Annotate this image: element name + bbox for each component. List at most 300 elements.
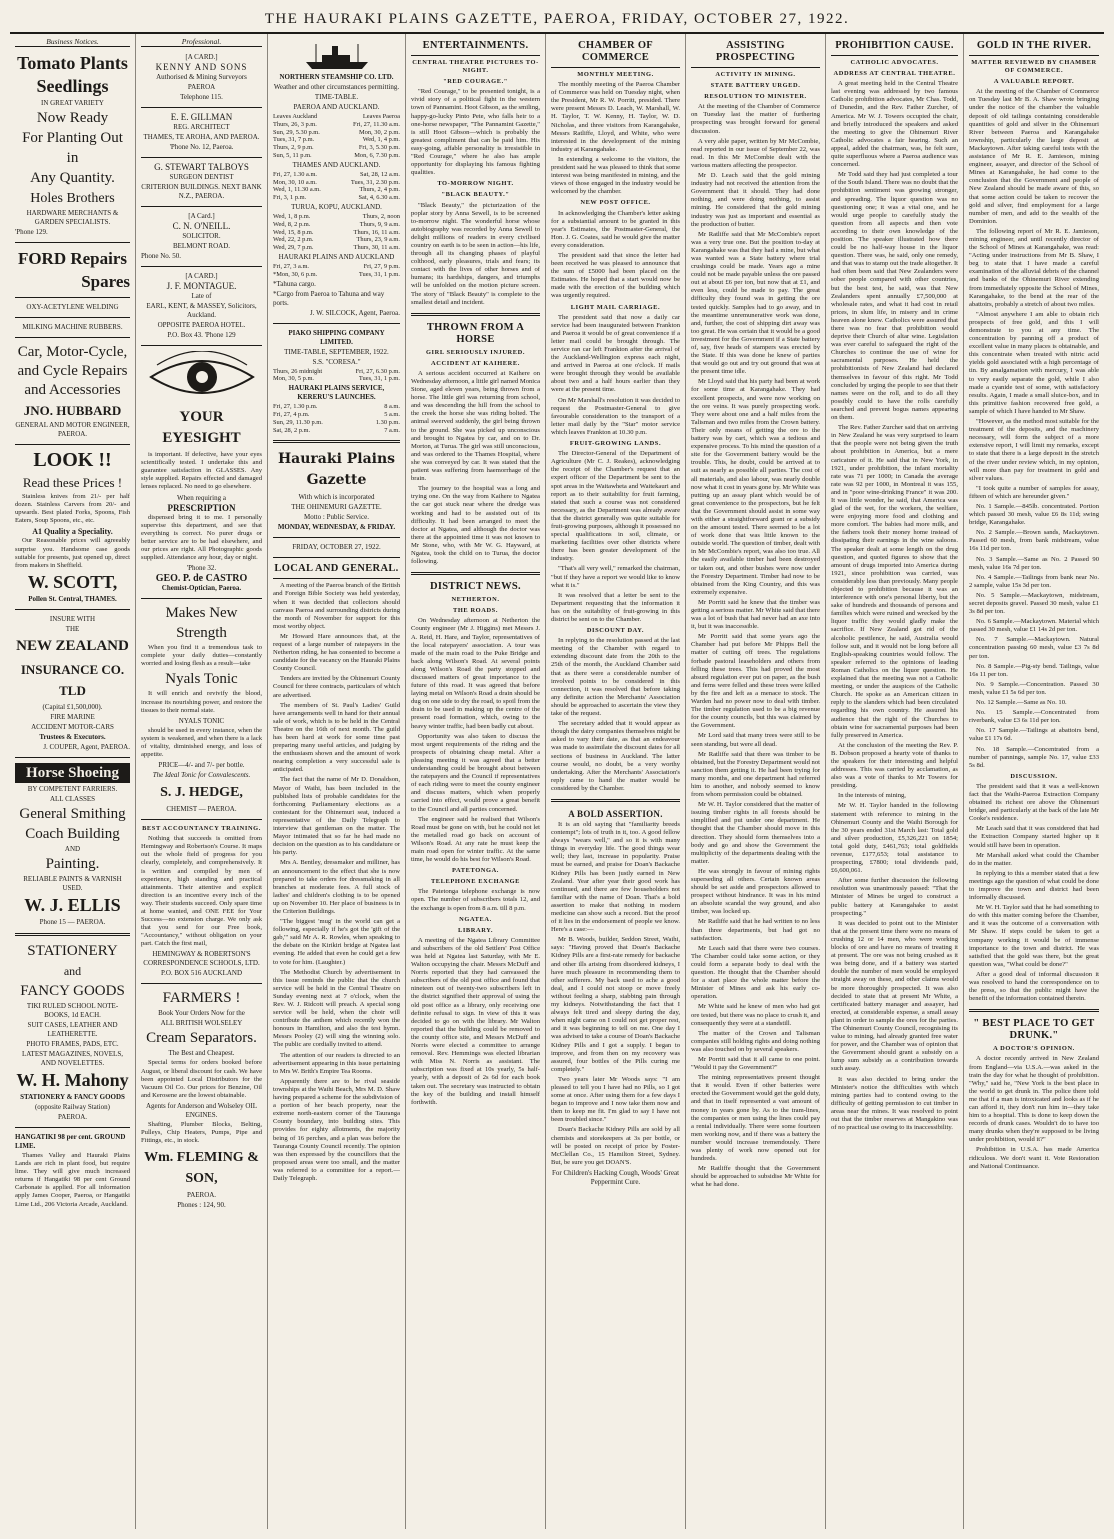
ad-advertiser: Wm. FLEMING & SON, [144, 1150, 259, 1187]
paragraph: No. 8 Sample.—Pig-sty bend. Tailings, value 16s 11 per ton. [969, 662, 1099, 678]
paragraph: Tenders are invited by the Ohinemuri County Council for three contracts, particulars of which are advertised. [273, 675, 400, 699]
timetable-row [273, 221, 400, 229]
ad-headline: LOOK !! [33, 449, 112, 472]
paragraph: He was strongly in favour of mining rights superseding all others. Certain known areas should be set aside and prospectors allowed to prospect without hindrance. It was in his mind an absolute scandal the way ground, and also timber, was locked up. [691, 867, 820, 916]
paragraph: At the meeting of the Chamber of Commerce on Tuesday last the matter of furthering prospecting was brought forward for general discussion. [691, 103, 820, 135]
ad-text: ALL CLASSES [49, 794, 96, 803]
ad-text: Nothing that succeeds is omitted from Hemingway and Robertson's Course. It maps out the whole field of progress for you clearly, completely, and comprehensively. It is written and compiled by men of experience, high standing and practical attainments. Their attentive and explicit direction is an incentive every inch of the way. Their students succeed. Only spare time at home wanted, and ONE FEE for Your Success—no extension charge. We only ask that you send for our Free book, "Accountancy," without obligation on your part. Catch the first mail, [141, 835, 262, 948]
ad-farmers [141, 989, 262, 1210]
timetable-row [273, 144, 400, 152]
ad-text: When requiring a [177, 493, 226, 502]
paragraph: "Almost anywhere I am able to obtain rich prospects of free gold, and this I will demonstrate to you at any time. The concentration by panning off a product of excellent value in many places is obtainable, and this concentrate when treated with nitric acid yields gold associated with a high percentage of tin. By amalgamation with mercury, I was able to very easily separate the gold, while I also made a cyanide test of some, with satisfactory results. Again, I made a small sluice-box, and in this primitive fashion recovered free gold, a sample of which I have handed to Mr Shaw. [969, 310, 1099, 415]
paragraph: "That's all very well," remarked the chairman, "but if they have a report we would like to know what it is." [551, 565, 680, 589]
paragraph: The Rev. Father Zurcher said that on arriving in New Zealand he was very surprised to learn that the people were not being given the truth about prohibition in America, but a mere caricature of it. He said that in New York, in 1921, under prohibition, the infant mortality rate was 71 per 1000; in Canada the average rate was 92 per 1000, in Montreal it was 155, and in "poor wine-drinking France" it was 200. It was little wonder, he said, that America was glad of the wet, for the workers, the welfare, were enjoying more food and clothing and more comfort. The babies had more milk, and the fathers took their money home instead of dissipating their earnings in the wine saloons. The speaker dealt at some length on the drug question, and quoted figures to show that the amount of drugs imported into America during 1921, since prohibition was carried, was considerably less than previously. Many people objected to prohibition because it was an interference with one's personal liberty, but the sake of hundreds and thousands of persons and families which were ruined and wrecked by the liquor traffic they would gladly make the sacrifice. If New Zealand got rid of the alcoholic pestilence, he said, Australia would follow suit, and it would not be long before all English-speaking countries would follow. The speaker referred to the opinions of leading Roman Catholics on the liquor question. He explained that the meeting was not a Catholic meeting, or under the auspices of the Catholic Church. He spoke as an American citizen in reply to the slanders which had been circulated regarding his own country. He assured his audience that the right of the Churches to obtain wine for sacramental purposes had been fully preserved in America. [831, 424, 958, 739]
ad-text: Pollen St. Central, THAMES. [28, 594, 117, 603]
card-text: OPPOSITE PAEROA HOTEL. [157, 321, 246, 330]
ad-stationery [15, 942, 130, 1209]
ad-text: Now Ready [36, 110, 109, 127]
timetable-row [273, 179, 400, 187]
column-prohibition [826, 34, 964, 1529]
ad-text: Book Your Orders Now for the [158, 1009, 245, 1018]
ad-text: General Smithing [19, 805, 126, 822]
paragraph: No. 3 Sample.—Same as No. 2 Passed 90 mesh, value 16s 7d per ton. [969, 555, 1099, 571]
paragraph: "Black Beauty," the picturization of the poplar story by Anna Sewell, is to be screened to-morrow night. The wonderful horse whose autobiography was recorded by Anna Sewell to delight millions of readers in every civilised country on earth is to be seen in action—his life, through all its changing phases of playful colthood, early pleasures, trials and fears; its contact with the lives of other horses and of humans; its hardships, dangers, and triumphs will be unfolded on the motion picture screen. The story of "Black Beauty" is complete to the smallest detail and incident. [411, 201, 540, 306]
timetable-header: Leaves Paeroa [362, 113, 400, 120]
ad-headline: INSURANCE CO. TLD [20, 661, 125, 698]
paragraph: Mr Ratliffe said that there was timber to be obtained, but the Forestry Department would not sanction them getting it. He had been trying for many months, and one department had referred him to another, and nobody seemed to know from whom permission could be obtained. [691, 750, 820, 799]
ad-text: Chemist-Optician, Paeroa. [161, 584, 242, 593]
article-body [551, 821, 680, 1167]
card-text: REG. ARCHITECT [173, 123, 230, 132]
paragraph: Mr D. Leach said that the gold mining industry had not received the attention from the Government that it should. They had done nothing, and were doing nothing, to assist mining. He considered that the gold mining industry was just as important and essential as the production of butter. [691, 172, 820, 228]
article-subhead: "RED COURAGE." [443, 78, 508, 86]
ad-ford-repairs [15, 248, 130, 439]
paragraph: The members of St. Paul's Ladies' Guild have arrangements well in hand for their annual sale of work, which is to be held in the Central Theatre on the 16th of next month. The guild has been hard at work for some time past preparing many useful articles, and judging by the enthusiasm shown and the amount of work nearing completion a very successful sale is anticipated. [273, 701, 400, 774]
article-subhead: RESOLUTION TO MINISTER. [704, 93, 807, 101]
timetable-cell: Mon, 6, 7.30 p.m. [354, 151, 400, 159]
paragraph: Mr Howard Hare announces that, at the request of a large number of ratepayers in the Netherton riding, he has consented to become a candidate for the vacancy on the Hauraki Plains County Council. [273, 632, 400, 673]
ad-text: NYALS TONIC [178, 716, 225, 725]
ad-text: is important. If defective, have your eyes scientifically tested. I undertake this and guarantee satisfaction in GLASSES. Any style supplied. Repairs effected and damaged lenses replaced. No need to go elsewhere. [141, 451, 262, 491]
paragraph: A doctor recently arrived in New Zealand from England—via U.S.A.—was asked in the train the day for what he thought of prohibition. "Why," said he, "New York is the best place in the world to get drunk in. The police there told me that if a man is intoxicated and looks as if he can afford it, they don't run him in—they take him to a hospital. This is done to keep down the records of drunk cases. Wouldn't do to have too many drunks when they're supposed to be living under prohibition, would it?" [969, 1055, 1099, 1144]
paragraph: Mr White said he knew of men who had got ore tested, but there was no place to crush it, and consequently they were at a standstill. [691, 1003, 820, 1027]
article-subhead: ACCIDENT AT KAIHERE. [431, 359, 520, 367]
timetable-cell: Thurs, 23, 9 a.m. [356, 236, 400, 244]
paragraph: It was resolved that a letter be sent to the Department requesting that the information it has on the suitability of fruit-growing in this district be sent on to the Chamber. [551, 591, 680, 623]
ad-text: Stainless knives from 21/- per half dozen. Stainless Carvers from 20/- and upwards. Best plated Forks, Spoons, Fish Eaters, Soup Spoons, etc., etc. [15, 493, 130, 525]
card-text: THAMES, TE AROHA, AND PAEROA. [143, 133, 260, 142]
timetable-cell: Fri, 27, 3 a.m. [273, 262, 310, 270]
paragraph: The fact that the name of Mr D. Donaldson, Mayor of Waihi, has been included in the published lists of probable candidates for the forthcoming Parliamentary elections as a contestant for the Ohinemuri seat, induced a representative of the Daily Telegraph to interview that gentleman on the matter. The Mayor intimated that so far he had made no decision on the question as to his candidature or his party. [273, 776, 400, 857]
ad-text: RELIABLE PAINTS & VARNISH USED. [23, 874, 122, 892]
ad-text: in [66, 150, 79, 167]
paragraph: No. 9 Sample.—Concentration. Passed 30 mesh, value £1 5s 6d per ton. [969, 680, 1099, 696]
ad-text: PAEROA. [186, 1191, 217, 1200]
card-text: [A CARD.] [185, 272, 218, 281]
ad-text: The Ideal Tonic for Convalescents. [152, 771, 251, 780]
card-text: P.O. Box 43. 'Phone 129 [167, 331, 236, 340]
timetable-cell: Thurs, 26 midnight [273, 367, 323, 375]
ad-headline: Strength [176, 625, 227, 642]
timetable-row [273, 375, 400, 383]
ad-text: ALL BRITISH WOLSELEY [160, 1019, 243, 1028]
paragraph: "The biggest 'mug' in the world can get a following, especially if he's got the 'gift of the gab,'" said Mr A. R. Rowles, when speaking to the debate on the Kirikiri bridge at Ngatea last evening. He added that even he could get a few to vote for him. (Laughter.) [273, 918, 400, 966]
article-headline: PROHIBITION CAUSE. [835, 40, 954, 51]
timetable-cell: Fri, 27, 11.30 a.m. [353, 120, 400, 128]
article-body [411, 617, 540, 864]
paragraph: Doan's Backache Kidney Pills are sold by all chemists and storekeepers at 3s per bottle, or will be posted on receipt of price by Foster-McClellan Co., 15 Hamilton Street, Sydney. But, be sure you get DOAN'S. [551, 1126, 680, 1166]
ad-headline: Spares [81, 272, 130, 292]
gazette-date: FRIDAY, OCTOBER 27, 1922. [292, 543, 381, 552]
column-assisting-prospecting [686, 34, 826, 1529]
ad-text: TIKI RULED SCHOOL NOTE-BOOKS, 1d EACH. [26, 1001, 119, 1019]
ad-text: IN GREAT VARIETY [40, 99, 104, 108]
card-talboys [141, 163, 262, 201]
article-body [969, 1055, 1099, 1170]
ad-advertiser: S. J. HEDGE, [160, 785, 243, 801]
article-body [691, 103, 820, 1189]
paragraph: "I took quite a number of samples for assay, fifteen of which are hereunder given." [969, 484, 1099, 500]
section-title: Professional. [141, 38, 262, 47]
card-text: Telephone 115. [180, 93, 223, 102]
ad-advertiser: W. H. Mahony [16, 1069, 129, 1090]
article-body [969, 88, 1099, 770]
vessel-name: S.S. "CORESA." [312, 357, 361, 366]
ad-tomato-plants [15, 53, 130, 237]
article-headline: THROWN FROM A HORSE [426, 321, 525, 345]
ad-headline: Tomato Plants [17, 53, 128, 74]
ad-text: Special terms for orders booked before August, or liberal discount for cash. We have been appointed Local Distributors for the Vacuum Oil Co. Our prices for Benzine, Oil and Kerosene are the lowest obtainable. [141, 1059, 262, 1099]
shipping-note: Weather and other circumstances permitting. [273, 83, 400, 91]
route-title: THAMES AND AUCKLAND. [292, 160, 381, 169]
ad-eyesight [141, 351, 262, 593]
ad-text: Coach Building [25, 825, 120, 842]
timetable-row [273, 419, 400, 427]
timetable-cell: Wed, 1, 4 p.m. [362, 136, 400, 144]
paragraph: Mr Porritt said that it all came to one point. "Would it pay the Government?" [691, 1055, 820, 1072]
timetable-row [273, 171, 400, 179]
paragraph: After a good deal of informal discussion it was resolved to hand the correspondence on to the press, so that the public might have the benefit of the information contained therein. [969, 970, 1099, 1003]
card-text: BELMONT ROAD. [172, 242, 231, 251]
ad-text: When you find it a tremendous task to complete your daily duties—constantly worried and losing flesh as a result—take [141, 644, 262, 668]
paragraph: Mr Ratliffe said that Mr McCombie's report was a very true one. But the position to-day at Karangahake was that they had a mine, but what was wanted was a State battery where trial crushings could be made. Years ago a mine could not be made payable unless the ore passed out at about £6 per ton, but now that at £1, and even less, could be made to pay. The great difficulty they found was in getting the ore tested quickly. Samples had to go away, and in the meantime unremunerative work was done, and, further, the cost of shipping dirt away was too great. He was certain that it would be a good investment for the Government if a State battery of, say, five heads of stampers was erected by the State. If this was done he knew of parties that would go out and try out ground that was at the present time idle. [691, 230, 820, 376]
paragraph: Mr Ratliffe thought that the Government should be approached to subsidise Mr White for what he had done. [691, 1165, 820, 1189]
paragraph: On Mr Marshall's resolution it was decided to request the Postmaster-General to give favourable consideration to the transport of a letter mail daily by the "Star" motor service which leaves Frankton at 10.30 p.m. [551, 396, 680, 436]
card-text: [A Card.] [188, 212, 215, 221]
ad-text: Thames Valley and Hauraki Plains Lands are rich in plant food, but require lime. They will give much increased returns if Hangatiki 98 per cent Ground Carbonate is applied. For all information apply James Cooper, Paeroa, or Hangatiki Lime Ltd., 206 Victoria Arcade, Auckland. [15, 1151, 130, 1208]
timetable-cell: Fri, 27, 4 p.m. [273, 410, 310, 418]
ad-headline: FANCY GOODS [20, 982, 125, 999]
ad-text: and [63, 963, 82, 978]
article-subhead: STATE BATTERY URGED. [710, 82, 801, 90]
shipping-note: *Tahuna cargo. [273, 279, 316, 288]
paragraph: At the conclusion of the meeting the Rev. P. B. Dobson proposed a hearty vote of thanks to the speakers for their interesting and helpful addresses. This was carried by acclamation, as also was a vote of thanks to Mr Towers for presiding. [831, 741, 958, 790]
ad-text: PHOTO FRAMES, PADS, ETC. [26, 1039, 119, 1048]
ad-text: dispensed bring it to me. I personally supervise this department, and see that everything is correct. No purer drugs or better service are to be had elsewhere, and our prices are right. All Photographic goods supplied. Attendance any hour, day or night. [141, 513, 262, 562]
paragraph: Apparently there are to be rival seaside townships at the Waihi Beach, Mrs M. D. Shaw having prepared a scheme for the subdivision of a portion of her beach property, near the extreme north-eastern corner of the Tauranga County boundary, into building sites. This provides for eighty allotments, the majority being of 16 perches, and a plan was before the Tauranga County Council recently. The opinion was then expressed by the councillors that the proposed areas were too small, and the matter was referred to a committee for a report.—Daily Telegraph. [273, 1077, 400, 1182]
gazette-text: Motto : Public Service. [304, 513, 369, 522]
ad-headline: Read these Prices ! [22, 475, 123, 491]
paragraph: The Patetonga telephone exchange is now open. The number of subscribers totals 12, and the exchange is open from 8 a.m. till 8 p.m. [411, 888, 540, 912]
card-montague [141, 272, 262, 340]
card-name: C. N. O'NEILL. [172, 221, 231, 232]
paragraph: Mr Leach said that it was considered that had the Extraction Company started higher up it would still have been in operation. [969, 825, 1099, 849]
paragraph: No. 12 Sample.—Same as No. 10. [976, 699, 1067, 707]
paragraph: No. 6 Sample.—Mackaytown. Material which passed 30 mesh, value £1 14s 2d per ton. [969, 618, 1099, 634]
timetable-cell: 5 a.m. [384, 410, 400, 418]
timetable-cell: Wed, 1, 8 p.m. [273, 212, 311, 220]
article-subhead: CATHOLIC ADVOCATES. [850, 59, 939, 66]
article-headline: GOLD IN THE RIVER. [976, 40, 1092, 51]
ad-text: BY COMPETENT FARRIERS. [27, 784, 118, 793]
paragraph: On Wednesday afternoon at Netherton the County engineer (Mr J. Higgins) met Messrs J. A. Reid, H. Hare, and Taylor, representatives of the local ratepayers' association. A tour was made of the main road to the Puke Bridge and back along Wilson's Road. At several points along Wilson's Road the party stopped and discussed matters of great importance to the future of this road. It was agreed that before laying metal on Wilson's Road a drain should be dug on one side to dry the road, to spoil from the drain to be used in making up the centre of the present road formation, which, owing to the heavy winter traffic, had been badly cut about. [411, 617, 540, 730]
card-text: 'Phone No. 12, Paeroa. [169, 143, 234, 152]
ad-text: Painting. [45, 855, 100, 872]
timetable-cell: Thurs, 26, 3 p.m. [273, 120, 317, 128]
card-name: J. F. MONTAGUE. [166, 281, 237, 292]
paragraph: Mr Todd said they had just completed a tour of the South Island. There was no doubt that the prohibition sentiment was growing stronger, and spreading. The liquor question was no questioning one; it was a vital one, and he would urge people to carefully study the question from all aspects and then vote according to their own knowledge of the position. The speaker illustrated how there could be no half-way house in the liquor question. There was, he said, only one remedy, and that was to stamp out the trade altogether. It had often been said that New Zealanders were sober people compared with other countries, but the best test, he said, was that New Zealanders spent annually £7,500,000 at wholesale rates, and what it had cost in retail prices, in slum life, in misery and in crime heaven alone knew. Catholics were assured that there was no fear that prohibition would deprive their Church of altar wine. Legislation was ever careful to safeguard the right of the Churches to continue the use of wine for sacramental purposes. He held the prohibitionists of New Zealand had declared themselves in favour of this right. Mr Todd concluded by urging the people to see that their names were on the roll, and to do all they possibly could to have the rolls carefully searched and prevent bogus names appearing on them. [831, 171, 958, 422]
shipping-agent: J. W. SILCOCK, Agent, Paeroa. [309, 308, 400, 317]
shipping-company: NORTHERN STEAMSHIP CO. LTD. [279, 73, 394, 81]
timetable-cell: Wed, 15, 8 p.m. [273, 228, 314, 236]
timetable [273, 171, 400, 202]
timetable-row [273, 427, 400, 435]
timetable-row [273, 186, 400, 194]
ad-text: Shafting, Plumber Blocks, Belting, Pulleys, Chip Heaters, Pumps, Pipe and Fittings, etc., in stock. [141, 1120, 262, 1145]
article-body [411, 88, 540, 177]
paragraph: After some further discussion the following resolution was unanimously passed: "That the Minister of Mines be urged to construct a public battery at Karangahake to assist prospecting." [831, 877, 958, 917]
timetable-row [273, 411, 400, 419]
ad-text: THE [65, 624, 80, 633]
card-text: CRITERION BUILDINGS. NEXT BANK N.Z., PAEROA. [141, 183, 262, 201]
timetable [273, 113, 400, 160]
article-headline: LOCAL AND GENERAL. [274, 563, 399, 575]
article-subhead: FRUIT-GROWING LANDS. [569, 440, 662, 448]
ad-advertiser: Holes Brothers [30, 191, 115, 207]
card-text: SOLICITOR. [182, 232, 221, 241]
timetable-cell: Thurs, 16, 11 a.m. [353, 228, 400, 236]
ad-text: AND [64, 844, 81, 853]
paragraph: The president said that since the letter had been received he was pleased to announce that the sum of £5000 had been placed on the Estimates. He hoped that a start would now be made with the erection of the building which was urgently required. [551, 251, 680, 300]
column-entertainments [406, 34, 546, 1529]
article-subhead: LIBRARY. [457, 926, 494, 934]
article-body [411, 888, 540, 912]
paragraph: In extending a welcome to the visitors, the president said he was pleased to think that some interest was being manifested in mining, and the views of those engaged in the industry would be welcomed by the chamber. [551, 155, 680, 196]
ad-nyals-tonic [141, 604, 262, 814]
ad-advertiser: W. J. ELLIS [24, 894, 121, 915]
ad-text: It will enrich and revivify the blood, increase its nourishing power, and restore the tissues to their normal state. [141, 690, 262, 714]
timetable-cell: Wed, 1, 11.30 a.m. [273, 186, 321, 194]
timetable-cell: Thurs, 2, noon [362, 212, 400, 220]
ad-headline: YOUR EYESIGHT [162, 409, 241, 447]
card-kenny [141, 53, 262, 102]
article-subhead: ADDRESS AT CENTRAL THEATRE. [833, 70, 956, 78]
columns [10, 34, 1104, 1529]
timetable [273, 213, 400, 252]
timetable-cell: Tues, 31, 2.30 p.m. [350, 178, 400, 186]
ad-text: HANGATIKI 98 per cent. GROUND LIME. [15, 1132, 126, 1150]
ad-text: Our Reasonable prices will agreeably surprise you. Handsome case goods suitable for presents, just opened up, direct from makers in Sheffield. [15, 537, 130, 569]
shipping-timetable-title: TIME-TABLE. [314, 93, 359, 101]
ad-text: GENERAL AND MOTOR ENGINEER, PAEROA. [15, 421, 130, 439]
card-text: Phone No. 50. [141, 252, 182, 261]
paragraph: Mr Marshall asked what could the Chamber do in the matter. [969, 851, 1099, 867]
ad-text: Trustees & Executors. [39, 732, 106, 741]
article-body [551, 81, 680, 196]
timetable-row [273, 152, 400, 160]
paragraph: The secretary added that it would appear as though the dairy companies themselves might be asked to vary their date, as that an endeavour was made to assimilate the discount dates for all sections of business in Auckland. The latter course would, no doubt, be a very worthy undertaking. After the Merchants' Association's reply came to hand the matter would be considered by the Chamber. [551, 720, 680, 792]
paragraph: Prohibition in U.S.A. has made America ridiculous. We don't want it. Vote Restoration and National Continuance. [969, 1146, 1099, 1170]
timetable-row [273, 271, 400, 279]
paragraph: It is an old saying that "familiarity breeds contempt"; lots of truth in it, too. A good fellow always "wears well," and so it is with many things in everyday life. The good things wear well; they last, increase in popularity. Praise must be earned, and praise for Doan's Backache Kidney Pills has been justly earned in New Zealand. Year after year their good work has continued, and there are few householders not familiar with the name of Doan. That's a bold assertion to make that nothing in modern medicine can show such a record. But the proof of it lies in the endorsement of people we know. Here's a case:— [551, 820, 680, 934]
paragraph: Mr Lord said that many trees were still to be seen standing, but were all dead. [691, 732, 820, 748]
article-subhead: DISCOUNT DAY. [586, 627, 645, 635]
ad-text: Agents for Anderson and Wolseley OIL ENGINES. [145, 1101, 258, 1119]
paragraph: A meeting of the Ngatea Library Committee and subscribers of the old Settlers' Post Office was held at Ngatea last Saturday, with Mr E. Walton occupying the chair. Messrs McDuff and Norris reported that they had canvassed the subscribers of the old post office and found that nineteen out of twenty-two subscribers left in the district signified their approval of using the old post office as a library, only receiving one definite refusal to sign. In view of this it was decided to go on with the library. Mr Walton reported that the building could be removed to the county office site, and Messrs McDuff and Norris were elected a committee to arrange removal. Rev. Hemmings was elected librarian with Miss N. Norris as assistant. The subscription was fixed at 10s yearly, 5s half-yearly, with a deposit of 2s 6d for each book taken out. The secretary was instructed to obtain the key of the building and install himself forthwith. [411, 936, 540, 1106]
timetable-cell: Sat, 4, 6.30 a.m. [358, 194, 400, 202]
card-text: Authorised & Mining Surveyors [156, 73, 247, 82]
ad-headline: Nyals Tonic [165, 671, 238, 688]
timetable-cell: Fri, 27, 9 p.m. [363, 262, 400, 270]
ad-advertiser: J. COUPER, Agent, PAEROA. [43, 742, 130, 751]
ad-headline: Horse Shoeing [15, 763, 130, 783]
timetable-row [273, 121, 400, 129]
ad-headline: Seedlings [36, 76, 109, 97]
article-subhead: GIRL SERIOUSLY INJURED. [425, 348, 526, 356]
timetable-cell: Mon, 30, 10 a.m. [273, 178, 317, 186]
article-body [551, 210, 680, 301]
ad-advertiser: GEO. P. de CASTRO [155, 573, 248, 585]
route-title: TURUA, KOPU, AUCKLAND. [291, 202, 382, 211]
timetable-cell: Fri, 3, 1 p.m. [273, 194, 307, 202]
paragraph: The monthly meeting of the Paeroa Chamber of Commerce was held on Tuesday night, when the President, Mr R. W. Porritt, presided. There were present Messrs D. Leach, W. Marshall, W. H. Taylor, T. W. Kenny, H. Taylor, W. D. Nicholas, and three visitors from Karangahake, Messrs Ratliffe, Lloyd, and White, who were interested in the development of the mining industry at Karangahake. [551, 81, 680, 153]
ad-text: (Capital £1,500,000). [42, 702, 103, 711]
timetable-cell: Sun, 29, 5.30 p.m. [273, 128, 320, 136]
article-body [831, 80, 958, 1132]
gazette-text: THE OHINEMURI GAZETTE. [291, 503, 382, 512]
paragraph: At the meeting of the Chamber of Commerce on Tuesday last Mr B. A. Shaw wrote bringing under the notice of the chamber the valuable deposit of old tailings containing considerable quantities of gold and silver in the Ohinemuri River between Paeroa and Karangahake township, particularly the large deposit at Mackaytown. After taking careful tests with the assistance of Mr R. E. Jamieson, mining engineer, assayer, and director of the School of Mines at Karangahake, he had come to the conclusion that the Government and people of New Zealand should be made aware of this, so that some action could be taken to recover the gold and silver, find employment for a large number of men, and add to the wealth of the Dominion. [969, 88, 1099, 225]
timetable-cell: *Mon, 30, 6 p.m. [273, 270, 318, 278]
ad-text: ACCIDENT MOTOR-CARS [31, 722, 114, 731]
ad-text: Phone 15 — PAEROA. [39, 917, 106, 926]
card-name: KENNY AND SONS [155, 62, 248, 73]
paragraph: No. 17 Sample.—Tailings at abattoirs bend, value £1 17s 6d. [969, 727, 1099, 743]
gazette-text: With which is incorporated [298, 493, 375, 502]
paragraph: In replying to this a member stated that a few meetings ago the question of what could be done to improve the town and district had been informally discussed. [969, 869, 1099, 902]
article-subhead: NEW POST OFFICE. [580, 199, 651, 207]
ad-text: 'Phone 129. [15, 228, 48, 237]
timetable-row [273, 244, 400, 252]
timetable-cell: Tues, 31, 1 p.m. [358, 375, 400, 383]
paragraph: The Methodist Church by advertisement in this issue reminds the public that the church service will be held in the Central Theatre on Sunday evening next at 7 o'clock, when the Rev. W. J. Ridcott will preach. A special song service will be held, when the choir will contribute the anthem which recently won the honours in Hamilton, and also the test hymn. Messrs Pooley (2) will sing the winning solo. The public are cordially invited to attend. [273, 968, 400, 1049]
card-gillman [141, 113, 262, 152]
article-subhead: DISCUSSION. [1010, 772, 1058, 780]
article-subhead: ACTIVITY IN MINING. [715, 71, 796, 78]
card-text: SURGEON DENTIST [169, 173, 234, 182]
timetable-header: Leaves Auckland [273, 113, 318, 120]
timetable-cell: Wed, 22, 2 p.m. [273, 236, 314, 244]
article-headline: ENTERTAINMENTS. [422, 40, 529, 51]
article-subhead: LIGHT MAIL CARRIAGE. [570, 303, 661, 311]
shipping-company: PIAKO SHIPPING COMPANY LIMITED. [288, 328, 385, 346]
ad-headline: Makes New [165, 605, 238, 622]
timetable-cell: Wed, 29, 7 p.m. [273, 244, 314, 252]
timetable-row [273, 194, 400, 202]
ad-text: FIRE MARINE [50, 712, 95, 721]
column-professional [136, 34, 268, 1529]
ad-advertiser: JNO. HUBBARD [23, 403, 122, 419]
timetable [273, 263, 400, 279]
shipping-company: HAURAKI PLAINS SERVICE, KERERU'S LAUNCHES. [288, 384, 385, 402]
timetable-cell: Fri, 27, 6.30 p.m. [355, 367, 400, 375]
ad-text: CHEMIST — PAEROA. [166, 805, 237, 814]
section-title: Business Notices. [15, 38, 130, 47]
ad-text: Car, Motor-Cycle, and Cycle Repairs and Accessories [17, 344, 128, 399]
ad-text: PRESCRIPTION [167, 502, 236, 513]
paragraph: The president said that it was a well-known fact that the Waihi-Paeroa Extraction Company obtained its richest ore above the Ohinemuri bridge, and particularly at the back of the late Mr Cooke's residence. [969, 782, 1099, 823]
paragraph: Mr Leach said that there were two courses. The Chamber could take some action, or they could form a separate body to deal with the question. He thought that the Chamber should for a start place the whole matter before the Minister of Mines and ask his early co-operation. [691, 944, 820, 1001]
paragraph: No. 18 Sample.—Concentrated from a number of pannings, sample No. 17, value £33 5s 8d. [969, 745, 1099, 769]
paragraph: The attention of our readers is directed to an advertisement appearing in this issue pertaining to Mrs W. Brith's Empire Tea Rooms. [273, 1051, 400, 1075]
ad-look-prices [15, 450, 130, 604]
article-body [551, 314, 680, 437]
article-subhead: A VALUABLE REPORT. [993, 78, 1075, 86]
paragraph: No. 4 Sample.—Tailings from bank near No. 2 sample, value 15s 3d per ton. [969, 573, 1099, 589]
card-text: Late of [191, 292, 212, 301]
ad-text: (opposite Railway Station) [34, 1102, 111, 1111]
ad-headline: NEW ZEALAND [16, 637, 129, 654]
route-title: PAEROA AND AUCKLAND. [293, 103, 380, 111]
paragraph: The matter of the Crown and Talisman companies still holding rights and doing nothing was also touched on by several speakers. [691, 1029, 820, 1053]
paragraph: The journey to the hospital was a long and trying one. On the way from Kaihere to Ngatea the car got stuck near where the dredge was working and had to be assisted out of its difficulty. It had been arranged to meet the doctor at Ngatea, and although the doctor was there at the appointed time it was not known to Mr Stone, who, with Mr W. G. Hayward, at Ngatea, took the child on to Turua, the doctor following. [411, 485, 540, 566]
paragraph: Mr W. H. Taylor handed in the following statement with reference to mining in the Ohinemuri County and the Waihi Borough for the 30 years ended 31st March last: Total gold and silver production, £5,326,221 on 1854; total gold duty, £461,763; total goldfields revenue, £177,653; total assistance to prospecting, £7800; total dividends paid, £6,600,061. [831, 802, 958, 875]
paragraph: No. 1 Sample.—845lb. concentrated. Portion which passed 30 mesh, value £6 8s 11d; swing bridge, Karangahake. [969, 502, 1099, 527]
paragraph: The president said that now a daily car service had been inaugurated between Frankton and Paeroa it would be of great convenience if a letter mail could be brought through. The service ran car left Frankton after the arrival of the Auckland-Wellington express each night, and arrived in Paeroa at one o'clock. If mails were brought through they would be available about two and a half hours earlier than they were at the present time. [551, 313, 680, 394]
paragraph: No. 2 Sample.—Brown sands, Mackaytown. Passed 60 mesh, from bank midstream, value 16s 11d per ton. [969, 529, 1099, 553]
paragraph: The mining representatives present thought that it would. Even if other batteries were erected the Government would get the gold duty, and that in itself represented a vast amount of money in years gone by. As to the tram-lines, the companies or men using the lines could pay a rental individually. There were some fourteen men working now, and if there was a battery the number would increase tremendously. There was plenty of work now opened out for hundreds. [691, 1074, 820, 1163]
column-business-notices [10, 34, 136, 1529]
article-body [411, 370, 540, 566]
column-gold-in-river [964, 34, 1104, 1529]
article-body [551, 450, 680, 624]
paragraph: Mr Lloyd said that his party had been at work for some time at Karangahake. They had excellent prospects, and were now working on the ore veins. It was purely prospecting work. They were about one and a half miles from the Talisman and two miles from the Crown battery. Their only means of getting the ore to the battery was by cart, which was a tedious and expensive process. To his mind the question of a site for the Government battery would be the trouble. This, he doubt, could be arrived at to suit as nearly as possible all parties. The cost of all materials, and also labour, was nearly double now what it cost in years gone by. Mr White was putting up an assay plant which would be of great convenience to the prospectors, but he felt that the Government should assist in some way with either a straightforward grant or a subsidy on the amount tested. There seemed to be a lot of work done that was little known to the outside world. The question of timber, dealt with in Mr McCombie's report, was also too true. All the easily available timber had been destroyed or taken out, and other bushes were now under the Forestry Department. Timber had now to be obtained from the King Country, and this was extremely expensive. [691, 378, 820, 596]
ad-text: P.O. BOX 516 AUCKLAND [160, 969, 243, 978]
timetable-row [273, 229, 400, 237]
timetable-cell: Mon, 30, 5 p.m. [273, 375, 315, 383]
paragraph: The following report of Mr R. E. Jamieson, mining engineer, and until recently director of the School of Mines at Karangahake, was read: "Acting under instructions from Mr B. Shaw, I beg to state that I have made a careful examination of the alluvial debris of the channel and banks of the Ohinemuri River extending from immediately opposite the School of Mines, Karangahake, to the bend at the rear of the abattoirs, probably a stretch of about two miles. [969, 227, 1099, 308]
timetable-cell: Thurs, 2, 9 p.m. [273, 144, 314, 152]
article-body [411, 937, 540, 1107]
paragraph: A meeting of the Paeroa branch of the British and Foreign Bible Society was held yesterday, when it was decided that collectors should canvass Paeroa and surrounding districts during the month of November for support for this most worthy object. [273, 582, 400, 630]
ad-text: PAEROA. [57, 1112, 88, 1121]
ad-text: PRICE—4/- and 7/- per bottle. [158, 761, 245, 770]
paragraph: Mr W. H. Taylor considered that the matter of issuing timber rights in all forests should be simplified and put under one department. He thought that the Chamber should move in this direction. They should form themselves into a body and go and show the Government the multiplicity of the departments dealing with the matter. [691, 801, 820, 865]
timetable-row [273, 129, 400, 137]
card-text: [A CARD.] [185, 53, 218, 62]
ad-text: The Best and Cheapest. [168, 1049, 235, 1058]
article-headline: CHAMBER OF COMMERCE [577, 40, 654, 63]
shipping-timetable-title: TIME-TABLE, SEPTEMBER, 1922. [284, 347, 389, 356]
gazette-nameplate [273, 449, 400, 552]
ad-text: LATEST MAGAZINES, NOVELS, AND NOVELETTES. [22, 1049, 123, 1067]
paragraph: Mrs A. Bentley, dressmaker and milliner, has an announcement to the effect that she is now prepared to take orders for dressmaking in all branches at moderate fees. A full stock of ladies' and children's clothing is to be opened up on November 10. Her place of business is in the Criterion Buildings. [273, 859, 400, 915]
timetable-cell: 7 a.m. [384, 426, 400, 434]
ad-text: HARDWARE MERCHANTS & GARDEN SPECIALISTS. [26, 209, 119, 227]
ad-headline: BEST ACCOUNTANCY TRAINING. [142, 825, 261, 833]
article-subhead: THE ROADS. [452, 607, 499, 615]
paragraph: Mr Porritt said he knew that the timber was getting a serious matter. Mr White said that there was a lot of bush that had never had an axe into it, but it was inaccessible. [691, 598, 820, 631]
steamship-icon [302, 42, 372, 72]
card-oneill [141, 212, 262, 261]
timetable-cell: Sun, 29, 11.30 p.m. [273, 418, 323, 426]
article-headline: A BOLD ASSERTION. [568, 808, 663, 819]
gazette-title: Hauraki Plains Gazette [277, 451, 396, 489]
paragraph: No. 7 Sample.—Mackaytown. Natural concentration passing 60 mesh, value £3 7s 8d per ton. [969, 636, 1099, 660]
ad-headline: FORD Repairs [17, 249, 128, 269]
timetable-cell: Fri, 27, 1.30 a.m. [273, 170, 318, 178]
paragraph: The Director-General of the Department of Agriculture (Mr C. J. Reakes), acknowledging the receipt of the Chamber's request that an expert officer of the Department be sent to the spot areas in the Waitawheta and Waitekauri and report as to their suitability for fruit farming, stated that such a course was not considered necessary, as the Department was already aware that the district generally was quite suitable for fruit-growing purposes, although it possessed no special qualifications in soil, climate, or marketing facilities over other districts where there has been greater development of the industry. [551, 450, 680, 563]
card-text: PAEROA [187, 83, 216, 92]
paragraph: Mr Ratliffe said that he had written to no less than three departments, but had got no satisfaction. [691, 918, 820, 942]
timetable-cell: Fri, 27, 1.30 p.m. [273, 403, 318, 411]
paragraph: No. 5 Sample.—Mackaytown, midstream, secret deposits gravel. Passed 30 mesh, value £1 3s 8d per ton. [969, 591, 1099, 616]
timetable [273, 368, 400, 384]
article-subhead: MATTER REVIEWED BY CHAMBER OF COMMERCE. [971, 59, 1097, 75]
ad-horse-shoeing [15, 763, 130, 927]
ad-headline: STATIONERY [27, 942, 118, 959]
shipping-note: *Cargo from Paeroa to Tahuna and way ports. [273, 289, 385, 307]
ad-headline: Cream Separators. [146, 1030, 257, 1047]
